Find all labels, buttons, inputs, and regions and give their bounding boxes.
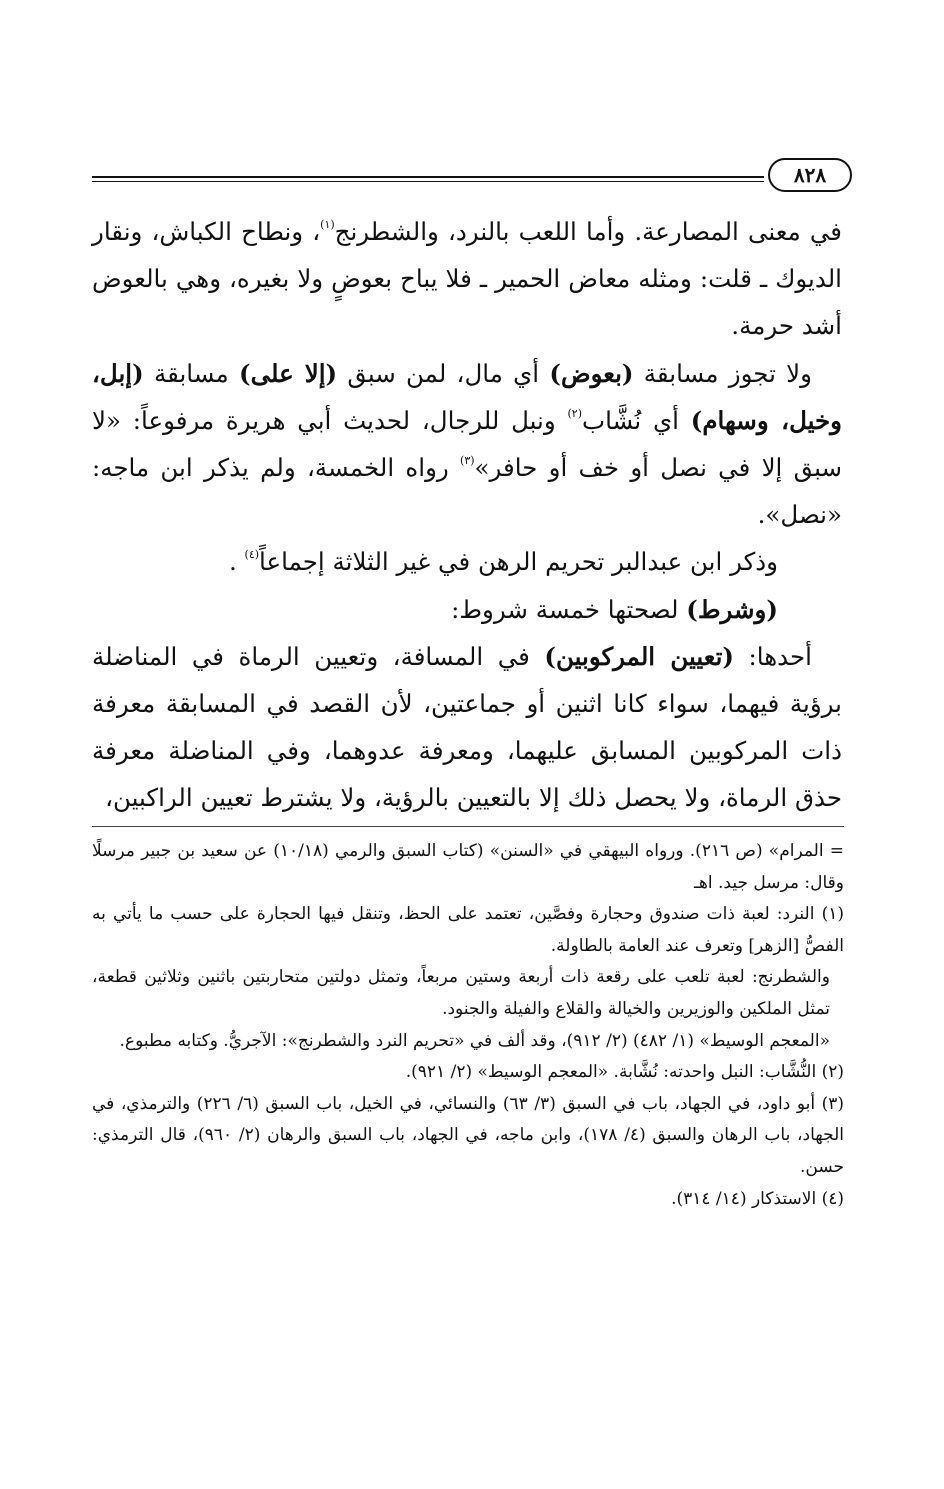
p5-text-a: أحدها:: [734, 641, 812, 671]
footnote-divider: [92, 826, 844, 827]
p3-text-b: .: [228, 547, 245, 577]
paragraph-3: [92, 538, 842, 585]
p2-text-d: مسابقة: [143, 358, 240, 388]
p2-text-a: ولا تجوز مسابقة: [633, 358, 812, 388]
p5-text-rest: في المسافة، وتعيين الرماة في المناضلة برؤية فيهما، سواء كانا اثنين أو جماعتين، لأن القصد في المسابقة معرفة ذات المركوبين المسابق عليهما، ومعرفة عدوهما، وفي المناضلة معرفة حذق الرماة، ولا يحصل ذلك إلا بالتعيين بالرؤية، ولا يشترط تعيين الراكبين،: [92, 641, 842, 813]
footnote-ref-4[interactable]: (٤): [244, 548, 260, 562]
footnote-2: (٢) النُّشَّاب: النبل واحدته: نُشَّابة. «المعجم الوسيط» (٢/ ٩٢١).: [405, 1062, 844, 1083]
paragraph-2: [92, 350, 842, 539]
p1-text-a: في معنى المصارعة. وأما اللعب بالنرد، والشطرنج: [334, 217, 842, 246]
paragraph-4: [92, 586, 842, 633]
footnote-ref-1[interactable]: (١): [320, 218, 335, 231]
p3-text-a: وذكر ابن عبدالبر تحريم الرهن في غير الثلاثة إجماعاً: [259, 547, 778, 577]
p2-bold-2: (إلا على): [239, 358, 338, 388]
p4-text: لصحتها خمسة شروط:: [451, 594, 687, 624]
p1-text-b: ، ونطاح الكباش، ونقار الديوك ـ قلت: ومثله معاض الحمير ـ فلا يباح بعوضٍ ولا بغيره، وهي بالعوض أشد حرمة.: [92, 217, 842, 341]
footnote-3: (٣) أبو داود، في الجهاد، باب في السبق (٣/ ٦٣) والنسائي، في الخيل، باب السبق (٦/ ٢٢٦) والترمذي، في الجهاد، باب الرهان والسبق (٤/ ١٧٨)، وابن ماجه، في الجهاد، باب السبق والرهان (٢/ ٩٦٠)، قال الترمذي: حسن.: [92, 1093, 845, 1177]
p2-bold-1: (بعوض): [549, 358, 634, 388]
paragraph-1: [92, 208, 842, 350]
p4-bold: (وشرط): [686, 594, 778, 624]
header-rule: [92, 176, 764, 182]
p2-text-f: ونبل للرجال، لحديث أبي هريرة مرفوعاً: «لا سبق إلا في نصل أو خف أو حافر»: [92, 405, 843, 483]
footnote-ref-2[interactable]: (٢): [567, 406, 582, 420]
p2-bold-3: (إبل، وخيل، وسهام): [92, 358, 843, 435]
footnote-1: (١) النرد: لعبة ذات صندوق وحجارة وفصَّين، تعتمد على الحظ، وتنقل فيها الحجارة على حسب ما يأتي به الفصُّ [الزهر] وتعرف عند العامة بالطاولة.: [92, 904, 844, 956]
footnote-4: (٤) الاستذكار (١٤/ ٣١٤).: [671, 1188, 844, 1209]
footnote-continuation: = المرام» (ص ٢١٦). ورواه البيهقي في «السنن» (كتاب السبق والرمي (١٠/١٨) عن سعيد بن جبير مرسلًا وقال: مرسل جيد. اهـ: [92, 841, 844, 893]
paragraph-5: [92, 633, 842, 822]
footnotes: [92, 836, 844, 1215]
page-number: ٨٢٨: [768, 158, 852, 192]
p5-bold: (تعيين المركوبين): [544, 641, 735, 671]
footnote-1-part-3: «المعجم الوسيط» (١/ ٤٨٢) (٢/ ٩١٢)، وقد ألف في «تحريم النرد والشطرنج»: الآجريُّ. وكتابه مطبوع.: [119, 1030, 830, 1051]
footnote-1-part-2: والشطرنج: لعبة تلعب على رقعة ذات أربعة وستين مربعاً، وتمثل دولتين متحاربتين باثنين وثلاثين قطعة، تمثل الملكين والوزيرين والخيالة والقلاع والفيلة والجنود.: [92, 967, 830, 1019]
footnote-ref-3[interactable]: (٣): [460, 454, 475, 468]
p2-text-g: رواه الخمسة، ولم يذكر ابن ماجه: «نصل».: [92, 453, 842, 530]
p2-text-c: أي مال، لمن سبق: [337, 358, 550, 388]
p2-text-e: أي نُشَّاب: [582, 405, 691, 435]
page-header: [92, 158, 852, 198]
main-text: [92, 208, 842, 822]
